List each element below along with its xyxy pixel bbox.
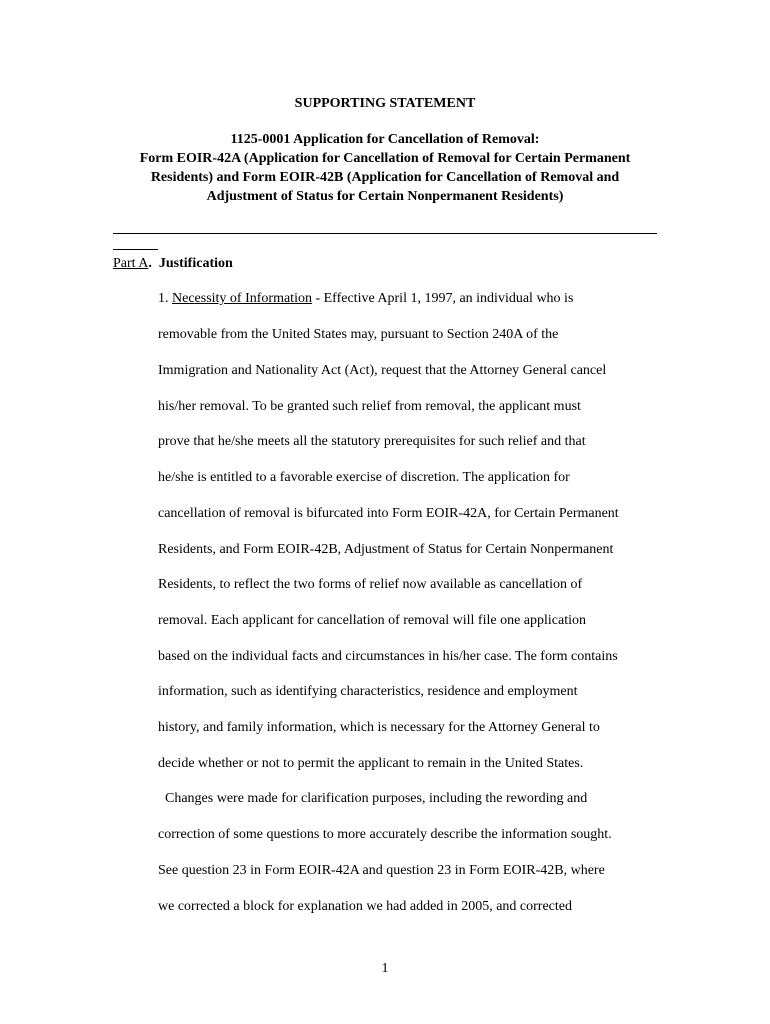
- item-number: 1.: [158, 291, 172, 306]
- subtitle-line: Residents) and Form EOIR-42B (Application for Cancellation of Removal and: [150, 170, 620, 185]
- body-line: Immigration and Nationality Act (Act), request that the Attorney General cancel: [158, 363, 607, 378]
- subtitle-line: Adjustment of Status for Certain Nonpermanent Residents): [206, 189, 564, 204]
- item-first-line: [158, 290, 573, 308]
- page-number: 1: [381, 961, 389, 976]
- body-line: he/she is entitled to a favorable exercise of discretion. The application for: [158, 470, 570, 485]
- short-rule: [113, 249, 158, 250]
- part-separator: .: [148, 256, 152, 271]
- body-line: his/her removal. To be granted such relief from removal, the applicant must: [158, 399, 581, 414]
- body-line: decide whether or not to permit the applicant to remain in the United States.: [158, 756, 584, 771]
- body-line: history, and family information, which is necessary for the Attorney General to: [158, 720, 600, 735]
- body-line: removal. Each applicant for cancellation of removal will file one application: [158, 613, 586, 628]
- document-title: SUPPORTING STATEMENT: [294, 96, 476, 111]
- section-heading: [113, 255, 233, 273]
- item-text: - Effective April 1, 1997, an individual who is: [311, 291, 574, 306]
- document-subtitle: [0, 130, 770, 206]
- subtitle-line: Form EOIR-42A (Application for Cancellation of Removal for Certain Permanent: [139, 151, 631, 166]
- part-heading-text: Justification: [158, 256, 233, 271]
- body-line: prove that he/she meets all the statutory prerequisites for such relief and that: [158, 434, 586, 449]
- subtitle-line: 1125-0001 Application for Cancellation of Removal:: [230, 132, 540, 147]
- body-line: cancellation of removal is bifurcated into Form EOIR-42A, for Certain Permanent: [158, 506, 619, 521]
- part-label: Part A: [113, 256, 149, 271]
- body-line: removable from the United States may, pursuant to Section 240A of the: [158, 327, 559, 342]
- horizontal-rule: [113, 233, 657, 234]
- body-line: Residents, to reflect the two forms of relief now available as cancellation of: [158, 577, 583, 592]
- body-line: Changes were made for clarification purposes, including the rewording and: [158, 791, 588, 806]
- item-label: Necessity of Information: [172, 291, 312, 306]
- body-line: based on the individual facts and circumstances in his/her case. The form contains: [158, 649, 618, 664]
- body-line: we corrected a block for explanation we had added in 2005, and corrected: [158, 899, 572, 914]
- body-line: correction of some questions to more accurately describe the information sought.: [158, 827, 612, 842]
- body-line: Residents, and Form EOIR-42B, Adjustment of Status for Certain Nonpermanent: [158, 542, 614, 557]
- body-line: information, such as identifying characteristics, residence and employment: [158, 684, 578, 699]
- body-line: See question 23 in Form EOIR-42A and question 23 in Form EOIR-42B, where: [158, 863, 605, 878]
